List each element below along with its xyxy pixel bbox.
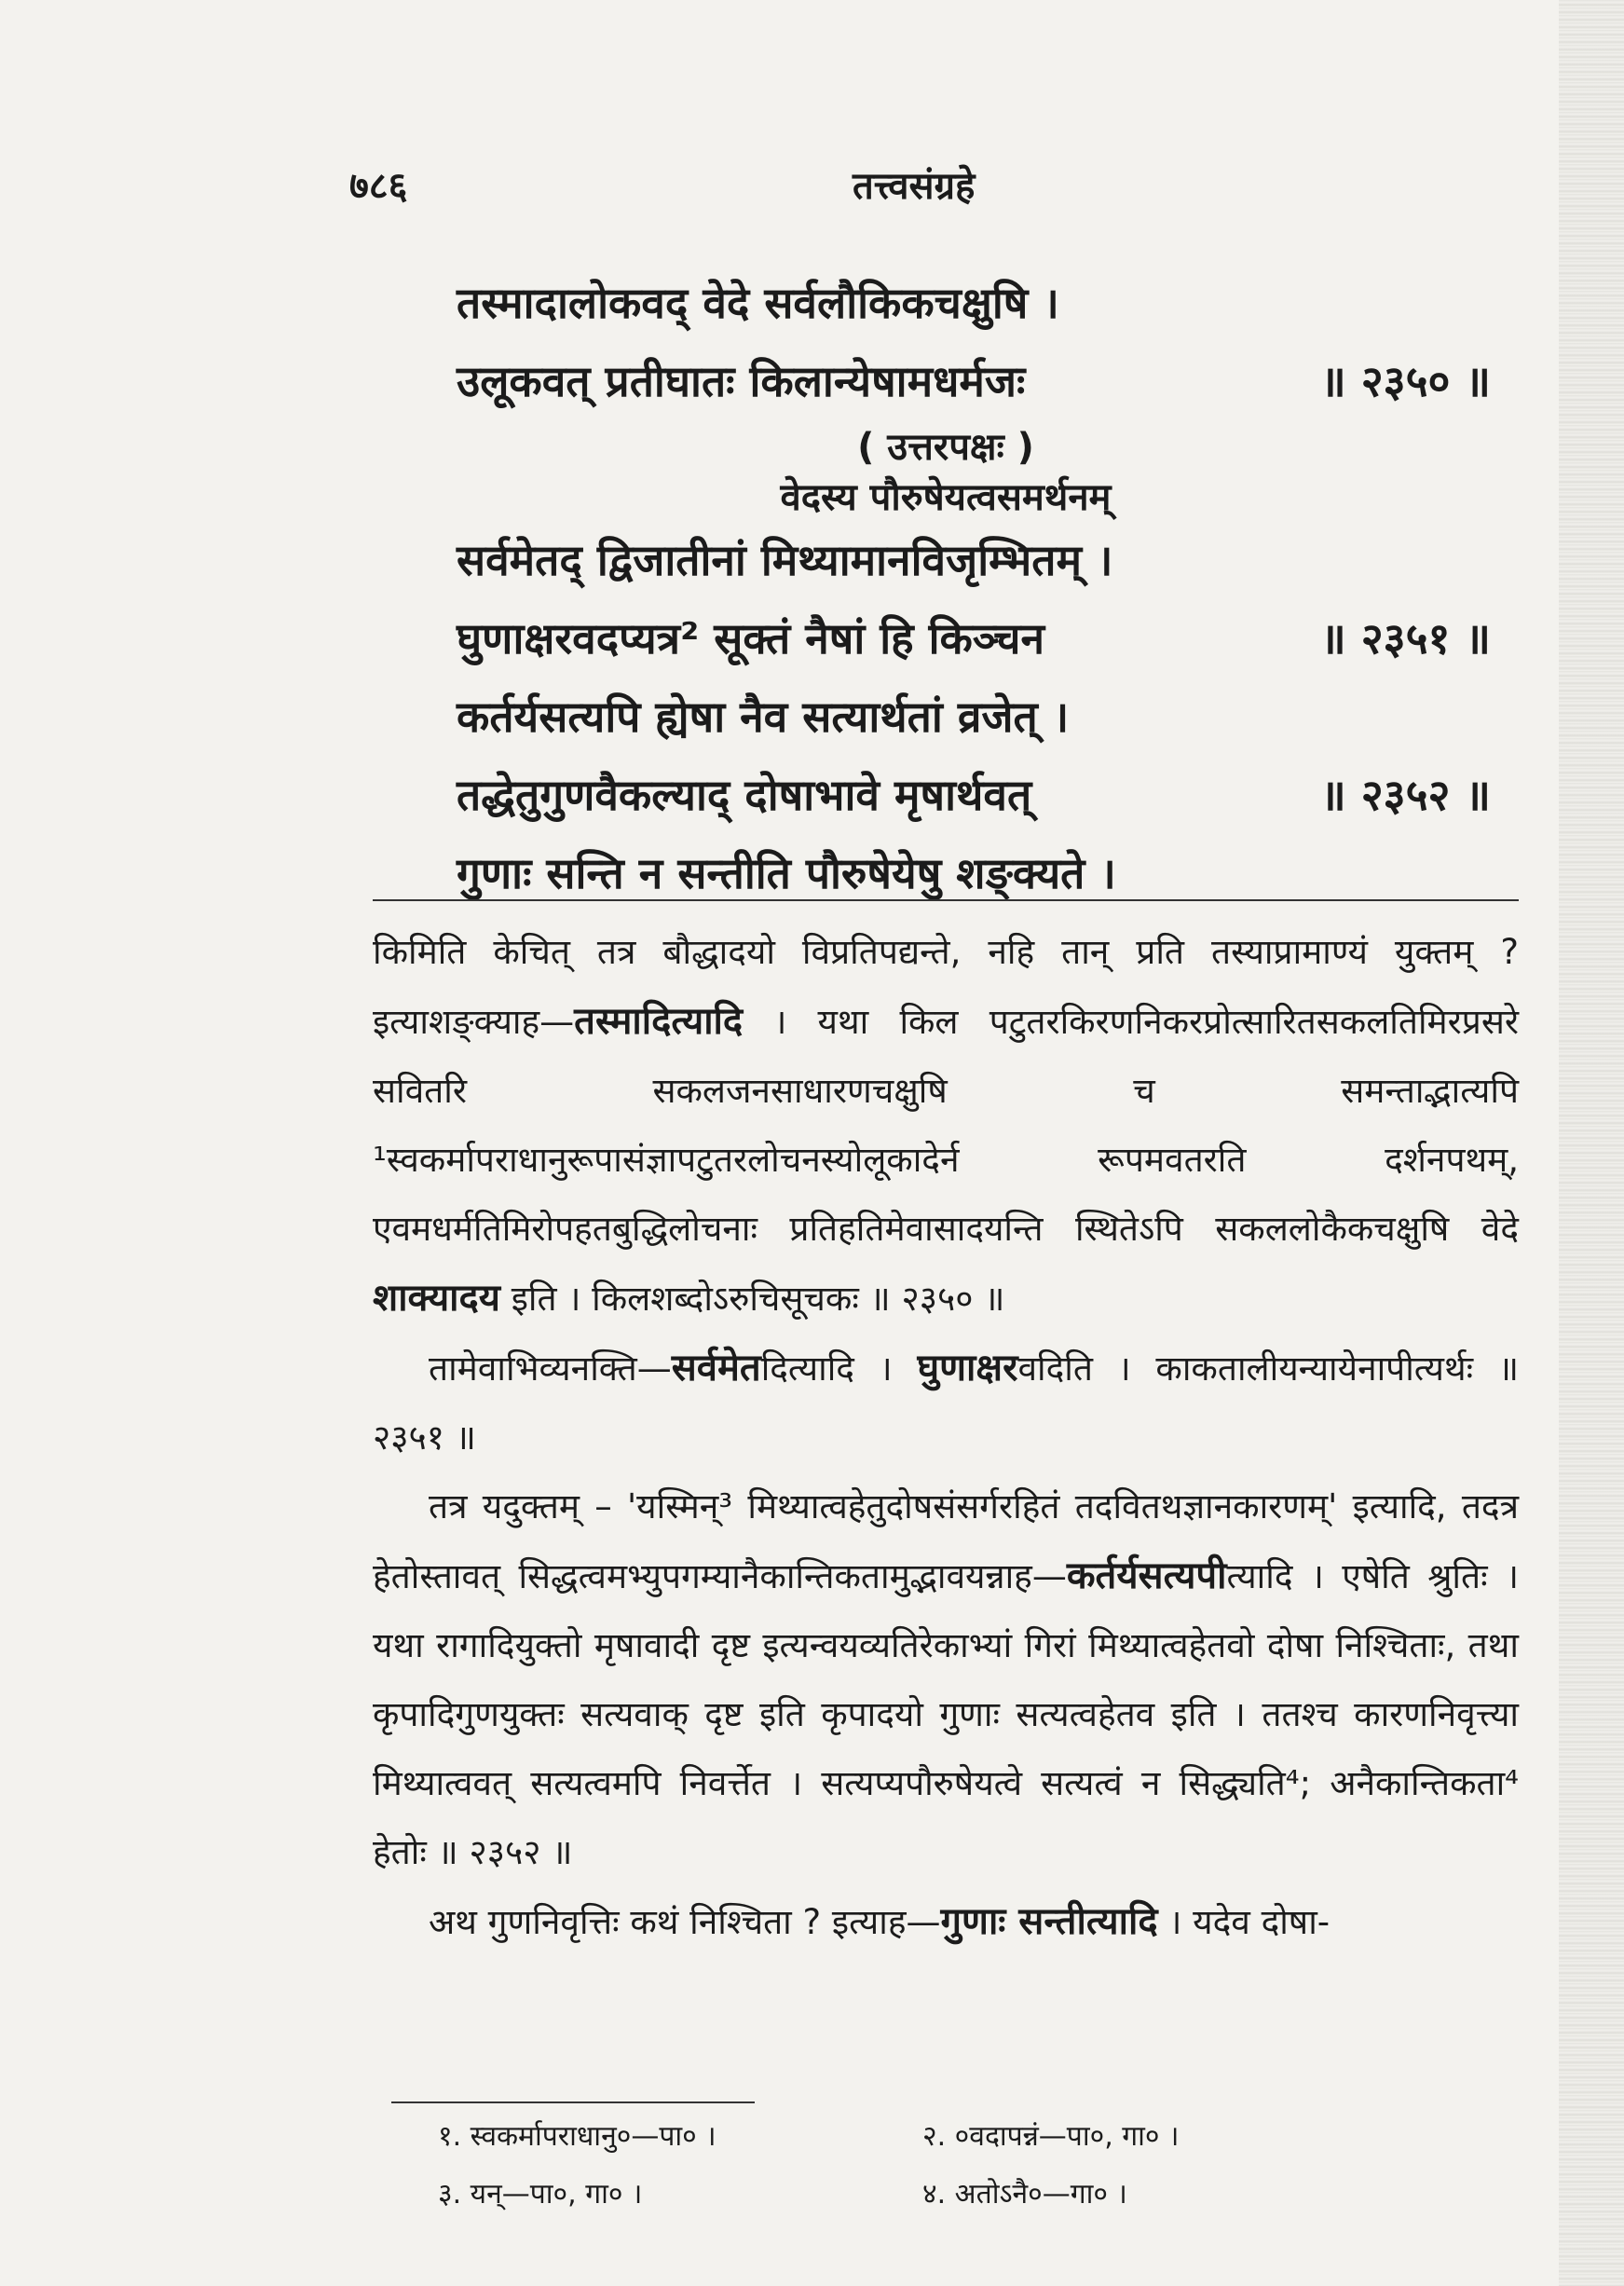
verse-number: ॥ २३५२ ॥ (1320, 770, 1491, 820)
verse-text: सर्वमेतद् द्विजातीनां मिथ्यामानविजृम्भितम् । (457, 535, 1113, 585)
verse-text: गुणाः सन्ति न सन्तीति पौरुषेयेषु शङ्क्यते । (457, 848, 1116, 898)
verse-line (457, 836, 1509, 914)
commentary (373, 918, 1519, 1957)
verse-line (457, 758, 1509, 836)
verse-line (457, 601, 1509, 679)
pratika-keyword: गुणाः सन्तीत्यादि (940, 1900, 1158, 1943)
page-header (349, 158, 1514, 214)
commentary-text: वदिति । काकतालीयन्यायेनापीत्यर्थः ॥ २३५१ ॥ (373, 1348, 1520, 1458)
commentary-text: किमिति केचित् तत्र बौद्धादयो विप्रतिपद्यन्ते, नहि तान् प्रति तस्याप्रामाण्यं युक्तम् ? इत्याशङ्क्याह— (373, 932, 1519, 1042)
footnote: १. स्वकर्मापराधानु०—पा० । (438, 2120, 716, 2153)
footnote: ४. अतोऽनै०—गा० । (922, 2178, 1127, 2211)
commentary-text: इति । किलशब्दोऽरुचिसूचकः ॥ २३५० ॥ (499, 1279, 1005, 1319)
divider-rule (373, 899, 1519, 901)
verse-line (457, 679, 1509, 758)
verse-text: घुणाक्षरवदप्यत्र² सूक्तं नैषां हि किञ्चन (457, 613, 1045, 664)
commentary-text: । यथा किल पटुतरकिरणनिकरप्रोत्सारितसकलतिमिरप्रसरे सवितरि सकलजनसाधारणचक्षुषि च समन्ताद्भात्यपि ¹स्वकर्मापराधानुरूपासंज्ञापटुतरलोचनस्योलूकादेर्न रूपमवतरति दर्शनपथम्, एवमधर्मतिमिरोपहतबुद्धिलोचनाः प्रतिहतिमेवासादयन्ति स्थितेऽपि सकललोकैकचक्षुषि वेदे (373, 1002, 1519, 1249)
section-side-label: ( उत्तरपक्षः ) (857, 426, 1034, 469)
verse-text: उलूकवत् प्रतीघातः किलान्येषामधर्मजः (457, 356, 1026, 406)
verse-line (457, 344, 1509, 422)
commentary-text: । यदेव दोषा- (1157, 1902, 1331, 1942)
pratika-keyword: तस्मादित्यादि (574, 1000, 744, 1043)
commentary-paragraph (373, 1334, 1519, 1472)
commentary-text: तत्र यदुक्तम् – 'यस्मिन्³ मिथ्यात्वहेतुदोषसंसर्गरहितं तदवितथज्ञानकारणम्' इत्यादि, तदत्र हेतोस्तावत् सिद्धत्वमभ्युपगम्यानैकान्तिकतामुद्भावयन्नाह— (373, 1486, 1519, 1596)
verse-number: ॥ २३५१ ॥ (1320, 613, 1491, 664)
pratika-keyword: सर्वमेत (671, 1347, 761, 1389)
section-title: वेदस्य पौरुषेयत्वसमर्थनम् (780, 476, 1112, 519)
page-number: ७८६ (349, 165, 408, 208)
verse-number: ॥ २३५० ॥ (1320, 356, 1491, 406)
verse-text: तस्मादालोकवद् वेदे सर्वलौकिकचक्षुषि । (457, 278, 1059, 328)
commentary-paragraph (373, 918, 1519, 1334)
scan-edge-shadow (1559, 0, 1624, 2286)
pratika-keyword: घुणाक्षर (917, 1347, 1018, 1389)
verse-text: तद्धेतुगुणवैकल्याद् दोषाभावे मृषार्थवत् (457, 770, 1032, 820)
commentary-text: त्यादि । एषेति श्रुतिः । यथा रागादियुक्तो मृषावादी दृष्ट इत्यन्वयव्यतिरेकाभ्यां गिरां मिथ्यात्वहेतवो दोषा निश्चिताः, तथा कृपादिगुणयुक्तः सत्यवाक् दृष्ट इति कृपादयो गुणाः सत्यत्वहेतव इति । ततश्च कारणनिवृत्त्या मिथ्यात्ववत् सत्यत्वमपि निवर्त्तेत । सत्यप्यपौरुषेयत्वे सत्यत्वं न सिद्ध्यति⁴; अनैकान्तिकता⁴ हेतोः ॥ २३५२ ॥ (373, 1556, 1519, 1872)
commentary-text: तामेवाभिव्यनक्ति— (429, 1348, 672, 1389)
running-title: तत्त्वसंग्रहे (853, 165, 976, 208)
commentary-text: दित्यादि । (760, 1348, 918, 1389)
pratika-keyword: शाक्यादय (373, 1277, 500, 1320)
commentary-paragraph (373, 1472, 1519, 1887)
verse-line (457, 266, 1509, 344)
footnote: २. ०वदापन्नं—पा०, गा० । (922, 2120, 1180, 2153)
verse-block (457, 266, 1509, 914)
footnote-rule (391, 2101, 755, 2103)
commentary-text: अथ गुणनिवृत्तिः कथं निश्चिता ? इत्याह— (429, 1902, 941, 1942)
verse-line (457, 523, 1509, 601)
footnote: ३. यन्—पा०, गा० । (438, 2178, 643, 2211)
verse-text: कर्तर्यसत्यपि ह्येषा नैव सत्यार्थतां व्रजेत् । (457, 691, 1070, 742)
pratika-keyword: कर्तर्यसत्यपी (1066, 1554, 1227, 1597)
commentary-paragraph (373, 1887, 1519, 1957)
